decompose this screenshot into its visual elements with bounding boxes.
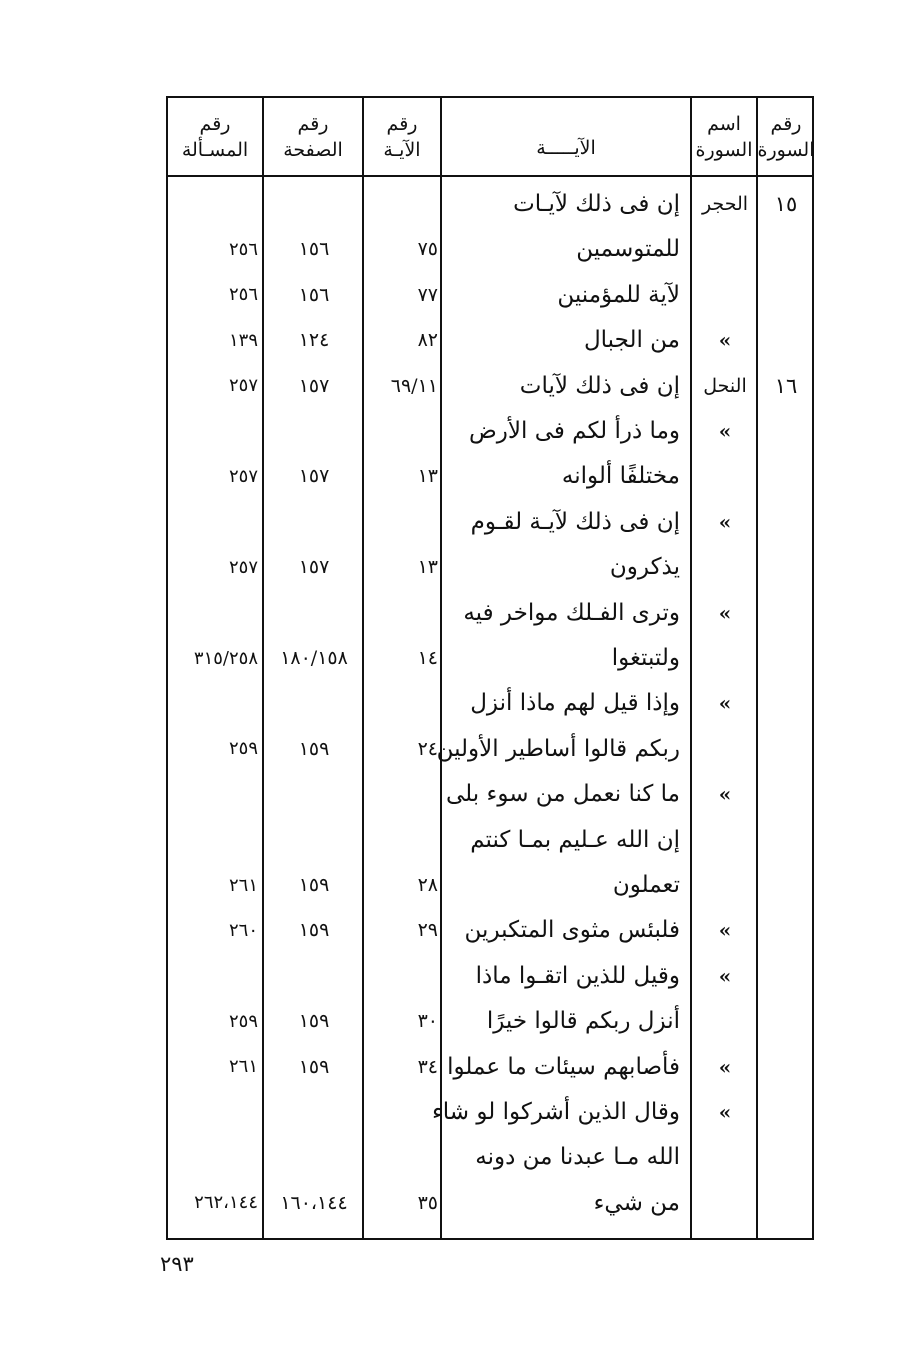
ayah-number-cell (366, 1090, 438, 1134)
page-number-cell: ١٥٦ (298, 238, 330, 261)
ayah-number-cell (366, 818, 438, 862)
ayah-text-cell: الله مـا عبدنا من دونه (475, 1144, 680, 1171)
surah-number-cell (760, 409, 812, 453)
table-row (168, 1045, 812, 1089)
ayah-number-cell (366, 1135, 438, 1179)
issue-number-cell (170, 818, 262, 862)
issue-number-cell: ٢٦١ (228, 874, 258, 896)
surah-number-cell: ١٦ (774, 373, 798, 398)
surah-name-cell: » (718, 1100, 732, 1124)
surah-number-cell (760, 727, 812, 771)
surah-name-cell: » (718, 419, 732, 443)
issue-number-cell: ٣١٥/٢٥٨ (193, 647, 258, 669)
ayah-number-cell: ٣٥ (417, 1191, 438, 1214)
surah-number-cell (760, 908, 812, 952)
surah-number-cell (760, 681, 812, 725)
surah-name-cell (694, 999, 756, 1043)
ayah-number-cell: ٧٧ (417, 283, 438, 306)
ayah-text-cell: وإذا قيل لهم ماذا أنزل (470, 690, 680, 717)
ayah-number-cell: ٢٤ (417, 737, 438, 760)
ayah-text-cell: إن فى ذلك لآيـة لقـوم (470, 508, 680, 535)
ayah-number-cell: ١٣ (417, 465, 438, 488)
table-row (168, 1181, 812, 1225)
ayah-number-cell: ٣٤ (417, 1055, 438, 1078)
page-number-cell (266, 954, 362, 998)
issue-number-cell: ٢٦٢،١٤٤ (194, 1192, 258, 1214)
surah-name-cell (694, 1181, 756, 1225)
page-number-cell: ١٦٠،١٤٤ (280, 1191, 348, 1214)
ayah-number-cell (366, 954, 438, 998)
table-row (168, 772, 812, 816)
surah-number-cell (760, 772, 812, 816)
page-number-cell (266, 1135, 362, 1179)
page-number-cell: ١٥٧ (298, 556, 330, 579)
issue-number-cell: ١٣٩ (228, 329, 258, 351)
surah-number-cell (760, 863, 812, 907)
table-row (168, 545, 812, 589)
table-row (168, 954, 812, 998)
table-row (168, 273, 812, 317)
ayah-number-cell (366, 182, 438, 226)
issue-number-cell: ٢٥٩ (228, 738, 258, 760)
ayah-text-cell: فأصابهم سيئات ما عملوا (447, 1053, 680, 1080)
page-number-cell (266, 1090, 362, 1134)
ayah-text-cell: أنزل ربكم قالوا خيرًا (486, 1008, 680, 1035)
surah-number-cell (760, 273, 812, 317)
surah-number-cell (760, 454, 812, 498)
surah-name-cell (694, 273, 756, 317)
surah-number-cell (760, 1181, 812, 1225)
table-row (168, 364, 812, 408)
surah-name-cell (694, 818, 756, 862)
page-number-cell (266, 409, 362, 453)
ayah-number-cell: ٦٩/١١ (390, 374, 438, 397)
ayah-text-cell: إن فى ذلك لآيـات (513, 191, 680, 217)
table-row (168, 500, 812, 544)
page-number-cell: ١٥٩ (298, 1055, 330, 1078)
issue-number-cell (170, 182, 262, 226)
table-row (168, 636, 812, 680)
ayah-text-cell: إن الله عـليم بمـا كنتم (470, 826, 680, 853)
table-row (168, 727, 812, 771)
surah-number-cell (760, 999, 812, 1043)
ayah-text-cell: مختلفًا ألوانه (561, 463, 680, 490)
surah-number-cell (760, 818, 812, 862)
surah-number-cell (760, 545, 812, 589)
surah-name-cell: » (718, 963, 732, 988)
page-number-cell: ١٢٤ (298, 329, 330, 352)
ayah-text-cell: وقيل للذين اتقـوا ماذا (475, 962, 680, 989)
ayah-text-cell: إن فى ذلك لآيات (519, 372, 680, 399)
ayah-number-cell: ٨٢ (417, 329, 438, 352)
surah-name-cell: » (718, 600, 732, 625)
surah-name-cell: » (718, 509, 732, 534)
ayah-text-cell: تعملون (612, 872, 680, 898)
surah-number-cell (760, 954, 812, 998)
issue-number-cell: ٢٥٦ (228, 238, 258, 260)
header-issue-number: رقم المسـألة (181, 112, 249, 161)
table-row (168, 182, 812, 226)
page-number-cell: ١٥٩ (298, 919, 330, 942)
issue-number-cell (170, 681, 262, 725)
issue-number-cell (170, 772, 262, 816)
ayah-number-cell (366, 681, 438, 725)
ayah-text-cell: ما كنا نعمل من سوء بلى (446, 781, 680, 808)
page-number-cell (266, 681, 362, 725)
ayah-number-cell (366, 500, 438, 544)
ayah-number-cell: ٧٥ (417, 238, 438, 261)
page-number-cell (266, 500, 362, 544)
surah-number-cell (760, 636, 812, 680)
ayah-text-cell: فلبئس مثوى المتكبرين (464, 917, 680, 944)
table-row (168, 863, 812, 907)
ayah-text-cell: من شيء (593, 1189, 680, 1216)
surah-name-cell: » (718, 328, 732, 353)
table-row (168, 591, 812, 635)
table-row (168, 227, 812, 271)
surah-name-cell (694, 727, 756, 771)
header-ayah-number: رقم الآيـة (383, 112, 421, 161)
page-number-cell (266, 182, 362, 226)
table-row (168, 818, 812, 862)
ayah-text-cell: ربكم قالوا أساطير الأولين (436, 735, 680, 762)
header-ayah: الآيـــــة (536, 136, 596, 159)
issue-number-cell (170, 591, 262, 635)
issue-number-cell: ٢٥٧ (228, 375, 258, 397)
ayah-number-cell: ٣٠ (417, 1010, 438, 1033)
surah-number-cell: ١٥ (774, 192, 798, 216)
surah-name-cell: » (718, 918, 732, 943)
page-number-cell (266, 772, 362, 816)
issue-number-cell: ٢٦٠ (228, 919, 258, 941)
table-row (168, 454, 812, 498)
surah-number-cell (760, 1090, 812, 1134)
surah-number-cell (760, 591, 812, 635)
issue-number-cell: ٢٥٧ (228, 556, 258, 578)
header-divider (168, 175, 812, 177)
table-row (168, 908, 812, 952)
ayah-text-cell: وترى الفـلك مواخر فيه (463, 599, 680, 626)
surah-name-cell: النحل (703, 374, 747, 397)
header-surah-name: اسم السورة (695, 112, 753, 161)
index-table (166, 96, 814, 1240)
surah-name-cell (694, 1135, 756, 1179)
surah-name-cell: » (718, 691, 732, 716)
ayah-number-cell: ٢٨ (417, 874, 438, 896)
ayah-number-cell (366, 772, 438, 816)
ayah-text-cell: لآية للمؤمنين (557, 281, 680, 308)
surah-number-cell (760, 500, 812, 544)
surah-name-cell (694, 454, 756, 498)
issue-number-cell (170, 409, 262, 453)
issue-number-cell: ٢٥٩ (228, 1010, 258, 1032)
ayah-number-cell: ١٤ (417, 647, 438, 669)
issue-number-cell (170, 954, 262, 998)
surah-number-cell (760, 318, 812, 362)
surah-number-cell (760, 1135, 812, 1179)
table-row (168, 1090, 812, 1134)
table-row (168, 1135, 812, 1179)
ayah-number-cell: ١٣ (417, 556, 438, 579)
header-page-number: رقم الصفحة (283, 112, 343, 161)
issue-number-cell: ٢٥٧ (228, 465, 258, 487)
issue-number-cell: ٢٦١ (228, 1056, 258, 1078)
table-row (168, 318, 812, 362)
ayah-number-cell (366, 409, 438, 453)
ayah-number-cell (366, 591, 438, 635)
page-number-cell: ١٥٧ (298, 465, 330, 488)
table-row (168, 681, 812, 725)
ayah-text-cell: من الجبال (583, 327, 680, 354)
ayah-text-cell: وما ذرأ لكم فى الأرض (468, 418, 680, 444)
table-row (168, 999, 812, 1043)
surah-name-cell (694, 227, 756, 271)
surah-name-cell (694, 636, 756, 680)
issue-number-cell (170, 500, 262, 544)
page-number-cell: ١٨٠/١٥٨ (280, 647, 348, 669)
issue-number-cell (170, 1090, 262, 1134)
surah-name-cell: الحجر (701, 193, 749, 215)
header-surah-number: رقم السورة (757, 112, 815, 161)
surah-name-cell (694, 863, 756, 907)
surah-name-cell: » (718, 1054, 732, 1079)
page-number-cell: ١٥٩ (298, 1010, 330, 1033)
page-number-cell: ١٥٧ (298, 374, 330, 397)
ayah-text-cell: وقال الذين أشركوا لو شاء (431, 1099, 680, 1125)
surah-number-cell (760, 227, 812, 271)
table-row (168, 409, 812, 453)
page-number-cell (266, 591, 362, 635)
page-number-cell (266, 818, 362, 862)
ayah-text-cell: ولتبتغوا (611, 645, 680, 671)
surah-name-cell (694, 545, 756, 589)
page-number-cell: ١٥٩ (298, 874, 330, 896)
surah-number-cell (760, 1045, 812, 1089)
page-number-cell: ١٥٦ (298, 283, 330, 306)
ayah-text-cell: يذكرون (609, 554, 680, 581)
surah-name-cell: » (718, 782, 732, 807)
ayah-text-cell: للمتوسمين (576, 236, 680, 263)
page-number-cell: ١٥٩ (298, 737, 330, 760)
page-number: ٢٩٣ (160, 1252, 194, 1276)
ayah-number-cell: ٢٩ (417, 919, 438, 942)
issue-number-cell (170, 1135, 262, 1179)
issue-number-cell: ٢٥٦ (228, 284, 258, 306)
